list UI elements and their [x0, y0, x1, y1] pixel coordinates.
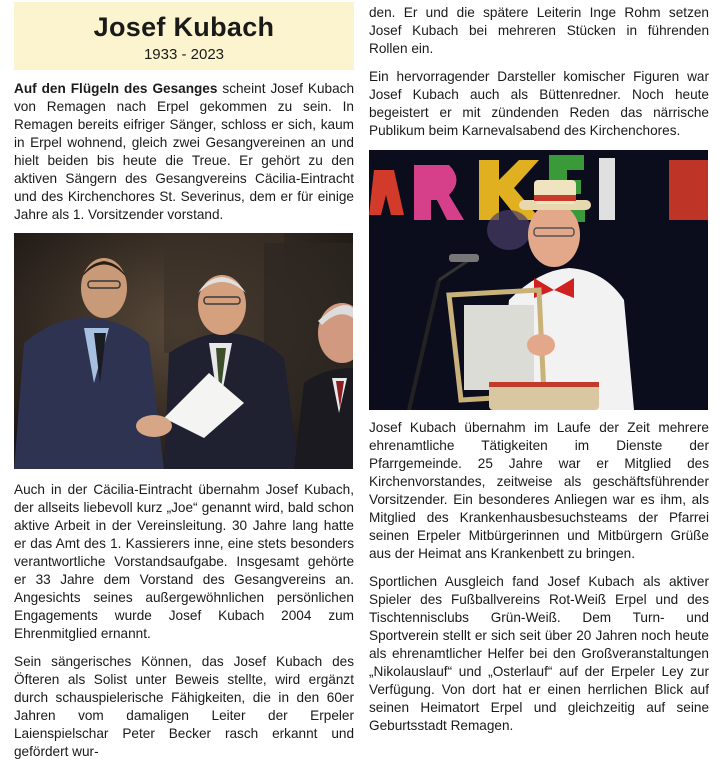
paragraph-sports: Sportlichen Ausgleich fand Josef Kubach als aktiver Spieler des Fußballvereins Rot-Weiß Erpel und des Tischtennisclubs Grün-Weiß. Dem Turn- und Sportverein stellt er sich seit über 20 Jahren noch heute als ehrenamtlicher Helfer bei den Großveranstaltungen „Nikolauslauf“ und „Osterlauf“ auf der Erpeler Ley zur Verfügung. Von dort hat er einen herrlichen Blick auf seinen Heimatort Erpel und gleichzeitig auf seine Geburtsstadt Remagen. — [369, 574, 709, 733]
paragraph-parish: Josef Kubach übernahm im Laufe der Zeit mehrere ehrenamtliche Tätigkeiten im Dienste der Pfarrgemeinde. 25 Jahre war er Mitglied des Kirchenvorstandes, zeitweise als geschäftsführender Vorsitzender. Ein besonderes Anliegen war es ihm, als Mitglied des Krankenhausbesuchsteams der Pfarrei seinen Erpeler Mitbürgerinnen und Mitbürgern Grüße aus der Heimat ans Krankenbett zu bringen. — [369, 420, 709, 561]
photo-handshake-icon — [14, 233, 353, 469]
paragraph-soloist: Sein sängerisches Können, das Josef Kubach des Öfteren als Solist unter Beweis stellte, wird ergänzt durch schauspielerische Fähigkeiten, die in den 60er Jahren vom damaligen Leiter der Erpeler Laienspielschar Peter Becker rasch erkannt und gefördert wur- — [14, 654, 354, 759]
life-years: 1933 - 2023 — [143, 46, 225, 63]
paragraph-board: Auch in der Cäcilia-Eintracht übernahm Josef Kubach, der allseits liebevoll kurz „Joe“ genannt wird, bald schon aktive Arbeit in der Vereinsleitung. 30 Jahre lang hatte er das Amt des 1. Kassierers inne, eine stets besonders verantwortliche Vorstandsaufgabe. Insgesamt gehörte er 33 Jahre dem Vorstand des Gesangvereins an. Angesichts seines außergewöhnlichen persönlichen Engagements wurde Josef Kubach 2004 zum Ehrenmitglied ernannt. — [14, 482, 354, 641]
photo-carnival — [369, 150, 708, 410]
left-column — [14, 0, 354, 761]
right-column — [369, 0, 709, 735]
intro-lead: Auf den Flügeln des Gesanges — [14, 81, 218, 96]
intro-text: scheint Josef Kubach von Remagen nach Erpel gekommen zu sein. In Remagen bereits eifriger Sänger, schloss er sich, kaum in Erpel wohnend, gleich zwei Gesangvereinen an und hielt beiden bis heute die Treue. Er gehört zu den aktiven Sängern des Gesangvereins Cäcilia-Eintracht und des Kirchenchores St. Severinus, dem er für einige Jahre als 1. Vorsitzender vorstand. — [14, 81, 355, 222]
title-box — [14, 2, 354, 70]
paragraph-roles: den. Er und die spätere Leiterin Inge Rohm setzen Josef Kubach bei mehreren Stücken in führenden Rollen ein. — [369, 5, 709, 56]
intro-paragraph — [14, 80, 354, 224]
paragraph-carnival: Ein hervorragender Darsteller komischer Figuren war Josef Kubach auch als Büttenredner. Noch heute begeistert er mit zündenden Reden das närrische Publikum beim Karnevalsabend des Kirchenchores. — [369, 69, 709, 138]
page-title: Josef Kubach — [93, 12, 275, 42]
photo-carnival-speaker-icon — [369, 150, 708, 410]
photo-handshake — [14, 233, 353, 469]
